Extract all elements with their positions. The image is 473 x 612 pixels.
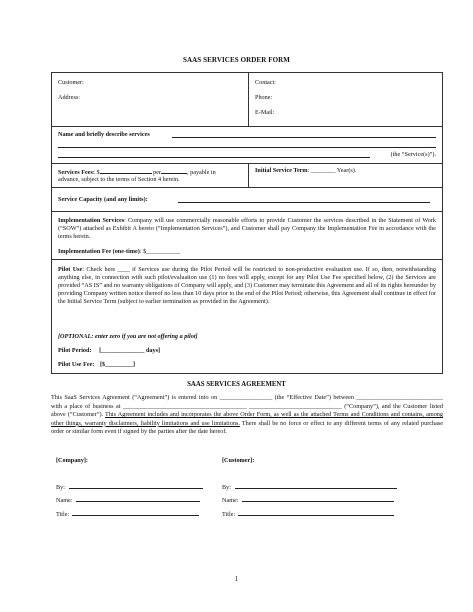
company-title-row: [56, 509, 199, 518]
implementation-paragraph: [58, 217, 436, 241]
customer-by-label: By:: [222, 484, 231, 491]
fees-amount-field[interactable]: [100, 167, 152, 174]
term-value: : ________ Year(s).: [307, 167, 357, 174]
pilot-period-value: [______________ days]: [99, 347, 161, 354]
customer-name-row: [222, 495, 394, 504]
implementation-text: : Company will use commercially reasonable efforts to provide Customer the services described in the Statement of Work (“SOW”) attached as Exhibit A hereto (“Implementation Services”), and Customer shall pay Company the Implementation Fee in accordance with the terms herein.: [58, 217, 436, 240]
company-signature-heading: [Company]:: [56, 457, 88, 464]
company-name-label: Name:: [56, 497, 73, 504]
company-title-field[interactable]: [72, 509, 199, 516]
term-label: Initial Service Term: [255, 167, 308, 174]
company-by-field[interactable]: [69, 482, 203, 489]
company-name-row: [56, 495, 200, 504]
capacity-field[interactable]: [178, 196, 430, 203]
pilot-optional-note: [OPTIONAL: enter zero if you are not offering a pilot]: [58, 333, 198, 340]
agreement-part-1: This SaaS Services Agreement (“Agreement”) is entered into on _________________ (the “Effective Date”) between ____________________________ with a place of business at ________________________________________: [51, 394, 443, 410]
services-line-2[interactable]: [58, 141, 436, 148]
capacity-label: Service Capacity (and any limits):: [58, 196, 148, 203]
pilot-fee-row: [58, 361, 135, 369]
fees-section: [52, 164, 442, 188]
fees-divider: [248, 164, 249, 188]
implementation-fee-value: : $___________: [139, 248, 181, 255]
customer-name-label: Name:: [222, 497, 239, 504]
fees-payable: , payable in: [187, 169, 216, 176]
pilot-period-label: Pilot Period:: [58, 347, 92, 354]
implementation-fee-row: [58, 248, 180, 256]
company-by-row: [56, 482, 203, 491]
pilot-fee-label: Pilot Use Fee:: [58, 361, 95, 368]
form-title: SAAS SERVICES ORDER FORM: [183, 56, 290, 64]
implementation-fee-label: Implementation Fee (one-time): [58, 248, 140, 255]
customer-signature-heading: [Customer]:: [222, 457, 255, 464]
contact-label: Contact:: [255, 79, 276, 86]
agreement-underlined: This Agreement includes and incorporates the above Order Form, as well as the attached Terms and Conditions and contains, among other things, warranty disclaimers, liability limitations and use limitations.: [51, 411, 443, 427]
term-row: [255, 167, 356, 175]
email-label: E-Mail:: [255, 109, 275, 116]
order-form-table: [51, 72, 443, 374]
services-tail: (the “Service(s)”).: [390, 151, 436, 158]
capacity-section: [52, 188, 442, 212]
agreement-part-2: ______________________________ (“Company”), and the Customer listed above (“Customer”).: [51, 402, 444, 419]
agreement-paragraph: [51, 394, 443, 437]
fees-label: Services Fees:: [58, 169, 95, 176]
parties-divider: [248, 73, 249, 127]
pilot-fee-value: [$_________]: [99, 361, 136, 368]
page-number: 1: [234, 575, 239, 583]
customer-label: Customer:: [58, 79, 84, 86]
services-line-1[interactable]: [172, 131, 436, 138]
company-by-label: By:: [56, 484, 65, 491]
parties-section: [52, 73, 442, 127]
fees-line-2: advance, subject to the terms of Section 4 herein.: [58, 176, 180, 183]
address-label: Address:: [58, 94, 80, 101]
customer-name-field[interactable]: [242, 495, 394, 502]
agreement-part-3: There shall be no force or effect to any different terms of any related purchase order or similar form even if signed by the parties after the date hereof.: [51, 419, 443, 436]
pilot-section: [52, 260, 442, 375]
company-title-label: Title:: [56, 511, 70, 518]
agreement-title: SAAS SERVICES AGREEMENT: [187, 381, 286, 388]
pilot-label: Pilot Use: [58, 266, 83, 273]
customer-by-row: [222, 482, 397, 491]
customer-title-field[interactable]: [238, 509, 394, 516]
implementation-label: Implementation Services: [58, 217, 125, 224]
fees-dollar: $: [96, 169, 100, 176]
services-section: [52, 127, 442, 164]
services-line-3[interactable]: [58, 151, 370, 158]
company-name-field[interactable]: [76, 495, 200, 502]
pilot-text: : Check here ____ if Services use during the Pilot Period will be restricted to non-productive evaluation use. If so, then, notwithstanding anything else, in connection with such pilot/evaluation use (1) no fees will apply, except for any Pilot Use Fee specified below, (2) the Services are provided “AS IS” and no warranty obligations of Company will apply, and (3) Customer may terminate this Agreement and all of its rights hereunder by providing Company written notice thereof no less than 10 days prior to the end of the Pilot Period; otherwise, this Agreement shall continue in effect for the Initial Service Term (subject to earlier termination as provided in the Agreement).: [58, 266, 436, 305]
pilot-period-row: [58, 347, 160, 355]
phone-label: Phone:: [255, 94, 273, 101]
services-label: Name and briefly describe services: [58, 131, 150, 138]
fees-per: per: [153, 169, 162, 176]
customer-title-label: Title:: [222, 511, 236, 518]
fees-period-field[interactable]: [161, 167, 187, 174]
implementation-section: [52, 212, 442, 260]
customer-title-row: [222, 509, 394, 518]
customer-by-field[interactable]: [235, 482, 397, 489]
pilot-paragraph: [58, 266, 436, 306]
